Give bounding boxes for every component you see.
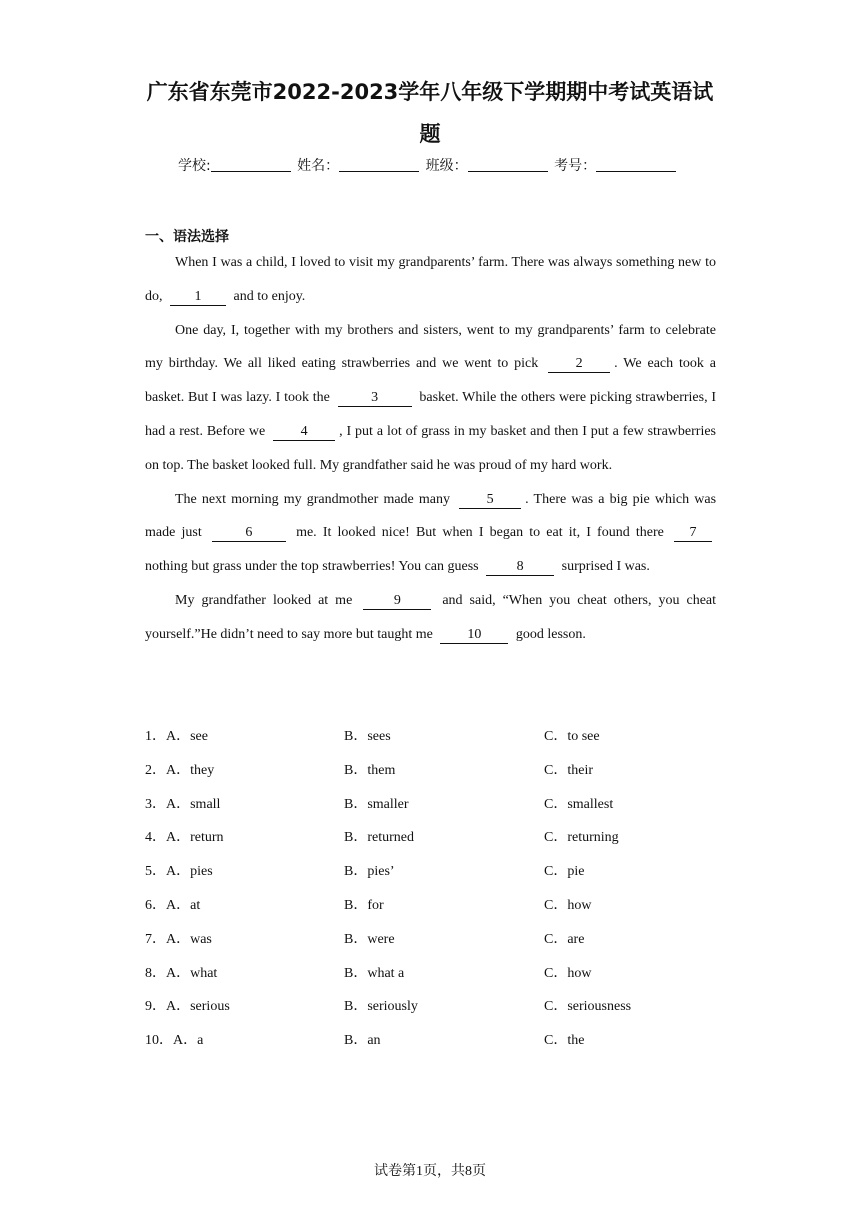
- passage-text: and to enjoy.: [233, 288, 306, 304]
- option-b: B．them: [344, 762, 396, 778]
- cloze-passage: [145, 246, 716, 652]
- passage-text: My grandfather looked at me: [175, 592, 353, 608]
- option-c: C．the: [544, 1033, 585, 1049]
- option-b: B．were: [344, 931, 395, 947]
- option-b: B．returned: [344, 830, 414, 846]
- blank-6: 6: [212, 525, 286, 542]
- option-b: B．an: [344, 1033, 381, 1049]
- question-6-options: [145, 889, 745, 923]
- blank-9: 9: [363, 593, 431, 610]
- name-field: [297, 155, 421, 175]
- passage-text: , I put a lot of grass in my basket and then I put a few strawberries on top. The basket looked full. My grandfather said he was proud of my hard work.: [145, 423, 717, 473]
- paragraph-1: [145, 246, 716, 314]
- blank-2: 2: [548, 356, 610, 373]
- passage-text: . We each took a basket. But I was lazy. I took the: [145, 356, 716, 406]
- question-2-options: [145, 754, 745, 788]
- page-title-continued: 题: [419, 122, 441, 146]
- passage-text: me. It looked nice! But when I began to eat it, I found there: [296, 525, 664, 541]
- option-b: B．sees: [344, 729, 391, 744]
- option-b: B．for: [344, 897, 384, 913]
- blank-8: 8: [486, 559, 554, 576]
- option-c: C．seriousness: [544, 999, 632, 1015]
- option-b: B．smaller: [344, 796, 409, 812]
- blank-10: 10: [440, 627, 508, 644]
- name-blank: [339, 155, 419, 172]
- blank-3: 3: [338, 390, 412, 407]
- question-5-options: [145, 855, 745, 889]
- option-c: C．how: [544, 965, 592, 981]
- blank-1: 1: [170, 289, 226, 306]
- option-a: 1．A．see: [145, 729, 208, 744]
- option-b: B．what a: [344, 965, 405, 981]
- question-1-options: [145, 720, 745, 754]
- school-field: [178, 155, 293, 175]
- exam-number-blank: [596, 155, 676, 172]
- page-title: 广东省东莞市2022-2023学年八年级下学期期中考试英语试: [146, 80, 714, 104]
- blank-7: 7: [674, 525, 712, 542]
- option-a: 6．A．at: [145, 897, 201, 913]
- option-c: C．smallest: [544, 796, 614, 812]
- passage-text: and said, “When you cheat others, you cheat yourself.”He didn’t need to say more but taught me: [145, 592, 717, 642]
- question-4-options: [145, 821, 745, 855]
- option-a: 3．A．small: [145, 796, 221, 812]
- option-b: B．seriously: [344, 999, 418, 1015]
- passage-text: The next morning my grandmother made many: [175, 491, 451, 507]
- option-a: 5．A．pies: [145, 864, 213, 880]
- question-7-options: [145, 923, 745, 957]
- option-c: C．how: [544, 897, 592, 913]
- option-a: 8．A．what: [145, 965, 218, 981]
- question-10-options: [145, 1024, 745, 1058]
- passage-text: good lesson.: [515, 626, 586, 642]
- passage-text: basket. While the others were picking strawberries, I had a rest. Before we: [145, 390, 716, 439]
- class-blank: [468, 155, 548, 172]
- page-footer: 试卷第1页，共8页: [374, 1164, 486, 1179]
- option-c: C．are: [544, 931, 585, 947]
- option-a: 7．A．was: [145, 931, 212, 947]
- class-label: 班级：: [425, 158, 468, 174]
- paragraph-4: [145, 584, 716, 652]
- option-a: 9．A．serious: [145, 999, 230, 1015]
- class-field: [426, 155, 550, 175]
- passage-text: . There was a big pie which was made just: [145, 491, 717, 541]
- option-a: 4．A．return: [145, 830, 224, 846]
- question-8-options: [145, 957, 745, 991]
- student-info-line: [178, 155, 678, 175]
- passage-text: surprised I was.: [561, 559, 650, 575]
- option-b: B．pies’: [344, 864, 395, 880]
- passage-text: When I was a child, I loved to visit my grandparents’ farm. There was always something new to do,: [145, 255, 716, 304]
- blank-5: 5: [459, 492, 521, 509]
- blank-4: 4: [273, 424, 335, 441]
- passage-text: One day, I, together with my brothers and sisters, went to my grandparents’ farm to celebrate my birthday. We all liked eating strawberries and we went to pick: [145, 322, 716, 372]
- exam-number-label: 考号：: [554, 158, 597, 174]
- paragraph-2: [145, 314, 716, 483]
- school-label: 学校:: [178, 158, 211, 174]
- school-blank: [211, 155, 291, 172]
- option-c: C．their: [544, 762, 593, 778]
- option-a: 2．A．they: [145, 762, 215, 778]
- option-c: C．returning: [544, 830, 619, 846]
- option-a: 10．A．a: [145, 1033, 204, 1049]
- exam-number-field: [554, 155, 678, 175]
- name-label: 姓名：: [297, 158, 340, 174]
- passage-text: nothing but grass under the top strawberries! You can guess: [145, 559, 479, 575]
- option-c: C．pie: [544, 864, 585, 880]
- section-title: 一、语法选择: [145, 229, 229, 245]
- paragraph-3: [145, 483, 716, 584]
- answer-options: [145, 720, 745, 1058]
- question-9-options: [145, 990, 745, 1024]
- option-c: C．to see: [544, 729, 600, 744]
- question-3-options: [145, 788, 745, 822]
